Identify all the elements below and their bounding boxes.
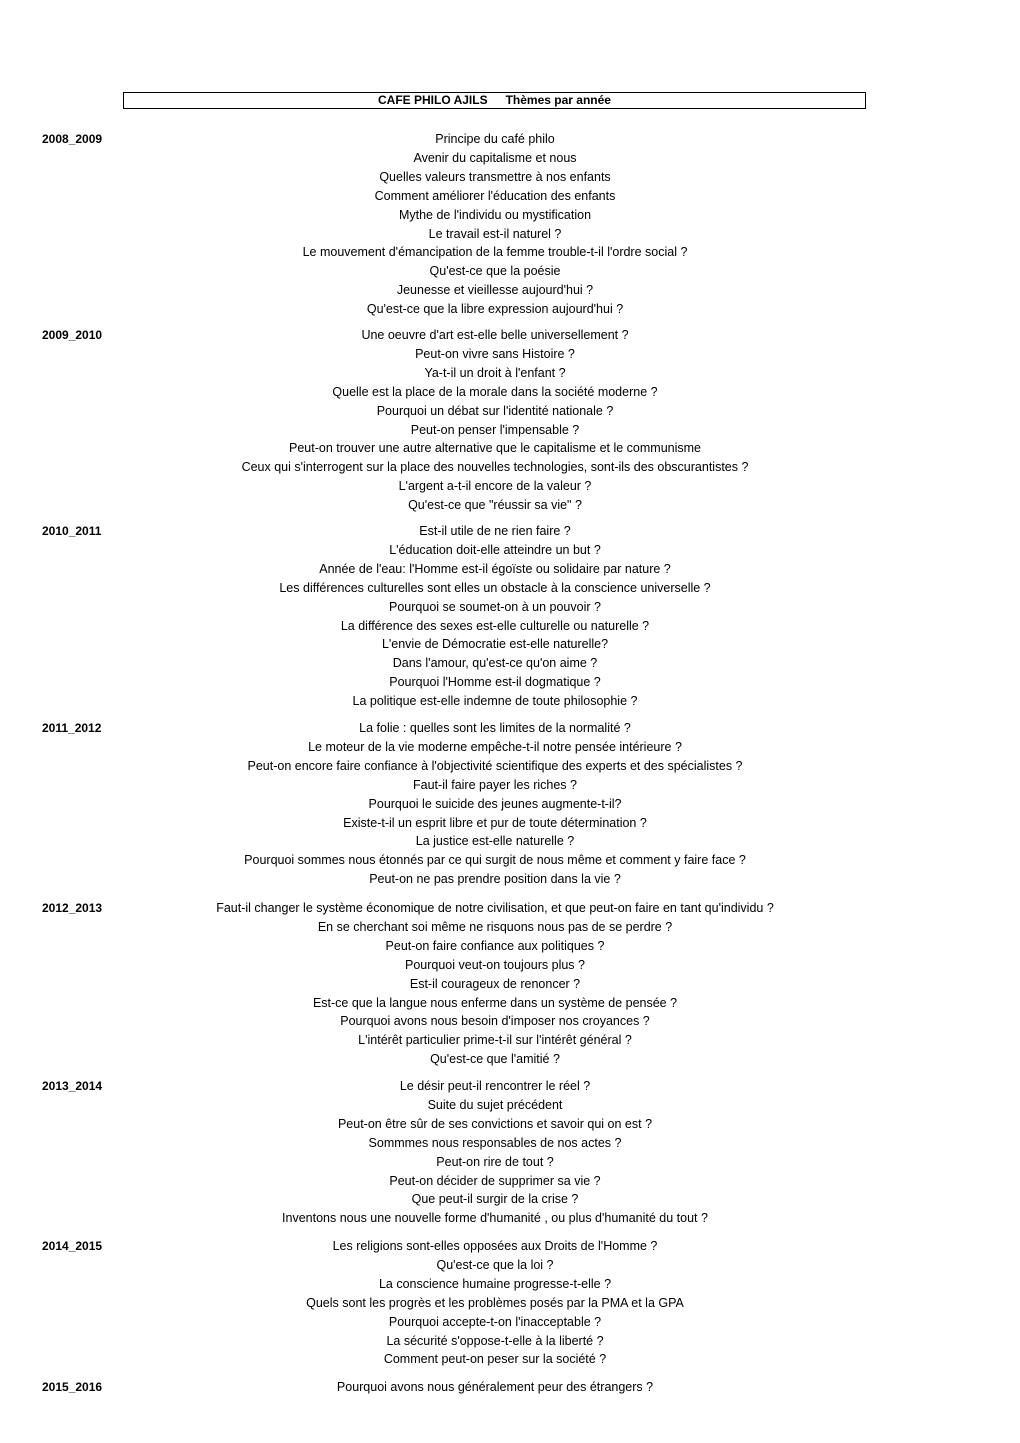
theme-list (0, 719, 990, 889)
theme-item: Qu'est-ce que la poésie (429, 264, 561, 279)
theme-item: Pourquoi le suicide des jeunes augmente-t-il? (368, 796, 622, 811)
theme-item: Qu'est-ce que la loi ? (436, 1257, 554, 1272)
theme-item: Peut-on penser l'impensable ? (410, 422, 580, 437)
theme-item: Le moteur de la vie moderne empêche-t-il notre pensée intérieure ? (308, 739, 682, 754)
theme-item: Inventons nous une nouvelle forme d'humanité , ou plus d'humanité du tout ? (282, 1211, 708, 1226)
year-label: 2008_2009 (42, 132, 103, 146)
theme-item: Pourquoi sommes nous étonnés par ce qui surgit de nous même et comment y faire face ? (244, 853, 746, 868)
theme-item: Les religions sont-elles opposées aux Droits de l'Homme ? (332, 1239, 658, 1253)
theme-list (0, 130, 990, 319)
theme-item: Le désir peut-il rencontrer le réel ? (399, 1079, 591, 1093)
theme-item: Pourquoi avons nous généralement peur des étrangers ? (336, 1380, 654, 1394)
theme-item: Quelle est la place de la morale dans la société moderne ? (332, 384, 658, 399)
theme-item: Ya-t-il un droit à l'enfant ? (424, 365, 566, 380)
theme-item: Est-ce que la langue nous enferme dans un système de pensée ? (312, 995, 678, 1010)
theme-item: Mythe de l'individu ou mystification (398, 207, 592, 222)
theme-item: La folie : quelles sont les limites de la normalité ? (359, 721, 631, 735)
year-label: 2010_2011 (42, 524, 102, 538)
theme-item: L'envie de Démocratie est-elle naturelle? (381, 637, 609, 652)
theme-item: Quels sont les progrès et les problèmes posés par la PMA et la GPA (306, 1295, 684, 1310)
theme-item: Jeunesse et vieillesse aujourd'hui ? (396, 283, 594, 298)
theme-item: Peut-on trouver une autre alternative que le capitalisme et le communisme (288, 441, 702, 456)
theme-list (0, 1378, 990, 1397)
theme-item: L'éducation doit-elle atteindre un but ? (389, 542, 601, 557)
theme-item: Le travail est-il naturel ? (428, 226, 562, 241)
year-label: 2009_2010 (42, 328, 103, 342)
theme-item: La sécurité s'oppose-t-elle à la liberté ? (386, 1333, 604, 1348)
theme-item: Pourquoi veut-on toujours plus ? (405, 957, 585, 972)
theme-item: En se cherchant soi même ne risquons nous pas de se perdre ? (317, 919, 673, 934)
theme-item: Comment améliorer l'éducation des enfants (374, 188, 616, 203)
theme-item: La conscience humaine progresse-t-elle ? (378, 1276, 612, 1291)
theme-list (0, 1077, 990, 1228)
theme-item: Comment peut-on peser sur la société ? (383, 1352, 607, 1367)
theme-item: Peut-on vivre sans Histoire ? (415, 346, 575, 361)
theme-item: Principe du café philo (435, 132, 555, 146)
theme-item: Qu'est-ce que "réussir sa vie" ? (408, 498, 582, 513)
theme-item: Quelles valeurs transmettre à nos enfants (379, 169, 611, 184)
theme-item: Le mouvement d'émancipation de la femme trouble-t-il l'ordre social ? (302, 245, 688, 260)
page-title (123, 92, 866, 109)
theme-item: Suite du sujet précédent (427, 1097, 563, 1112)
theme-item: Pourquoi se soumet-on à un pouvoir ? (389, 599, 601, 614)
title-left: CAFE PHILO AJILS (378, 93, 488, 107)
theme-list (0, 899, 990, 1069)
theme-item: Peut-on ne pas prendre position dans la vie ? (369, 872, 621, 887)
theme-item: Peut-on encore faire confiance à l'objectivité scientifique des experts et des spécialistes ? (247, 758, 743, 773)
theme-item: La justice est-elle naturelle ? (415, 834, 575, 849)
year-label: 2013_2014 (42, 1079, 103, 1093)
theme-item: L'intérêt particulier prime-t-il sur l'intérêt général ? (358, 1033, 632, 1048)
year-label: 2011_2012 (42, 721, 102, 735)
theme-item: Est-il utile de ne rien faire ? (419, 524, 571, 538)
theme-item: Pourquoi l'Homme est-il dogmatique ? (389, 675, 601, 690)
theme-item: Pourquoi avons nous besoin d'imposer nos croyances ? (340, 1014, 650, 1029)
theme-item: Pourquoi un débat sur l'identité nationale ? (376, 403, 614, 418)
theme-item: Avenir du capitalisme et nous (413, 150, 577, 165)
year-label: 2015_2016 (42, 1380, 103, 1394)
theme-list (0, 326, 990, 515)
theme-list (0, 1237, 990, 1369)
theme-item: Dans l'amour, qu'est-ce qu'on aime ? (392, 656, 598, 671)
theme-item: Une oeuvre d'art est-elle belle universellement ? (361, 328, 629, 342)
theme-item: Qu'est-ce que la libre expression aujourd'hui ? (366, 302, 624, 317)
theme-item: L'argent a-t-il encore de la valeur ? (398, 479, 592, 494)
theme-item: Pourquoi accepte-t-on l'inacceptable ? (388, 1314, 602, 1329)
year-label: 2012_2013 (42, 901, 103, 915)
theme-item: Ceux qui s'interrogent sur la place des nouvelles technologies, sont-ils des obscurantistes ? (241, 460, 749, 475)
theme-item: Sommmes nous responsables de nos actes ? (368, 1135, 622, 1150)
theme-item: Faut-il changer le système économique de notre civilisation, et que peut-on faire en tant qu'individu ? (216, 901, 774, 915)
theme-item: La politique est-elle indemne de toute philosophie ? (352, 694, 638, 709)
theme-item: Année de l'eau: l'Homme est-il égoïste ou solidaire par nature ? (319, 561, 671, 576)
title-right: Thèmes par année (505, 93, 611, 107)
theme-item: Est-il courageux de renoncer ? (409, 976, 581, 991)
theme-item: Que peut-il surgir de la crise ? (411, 1192, 579, 1207)
theme-item: Peut-on décider de supprimer sa vie ? (389, 1173, 601, 1188)
theme-item: Faut-il faire payer les riches ? (413, 777, 577, 792)
theme-list (0, 522, 990, 711)
theme-item: Peut-on rire de tout ? (436, 1154, 554, 1169)
theme-item: Peut-on être sûr de ses convictions et savoir qui on est ? (337, 1116, 653, 1131)
theme-item: Existe-t-il un esprit libre et pur de toute détermination ? (343, 815, 647, 830)
theme-item: Qu'est-ce que l'amitié ? (430, 1052, 560, 1067)
theme-item: Les différences culturelles sont elles un obstacle à la conscience universelle ? (279, 580, 711, 595)
theme-item: La différence des sexes est-elle culturelle ou naturelle ? (340, 618, 650, 633)
year-label: 2014_2015 (42, 1239, 103, 1253)
theme-item: Peut-on faire confiance aux politiques ? (385, 938, 605, 953)
